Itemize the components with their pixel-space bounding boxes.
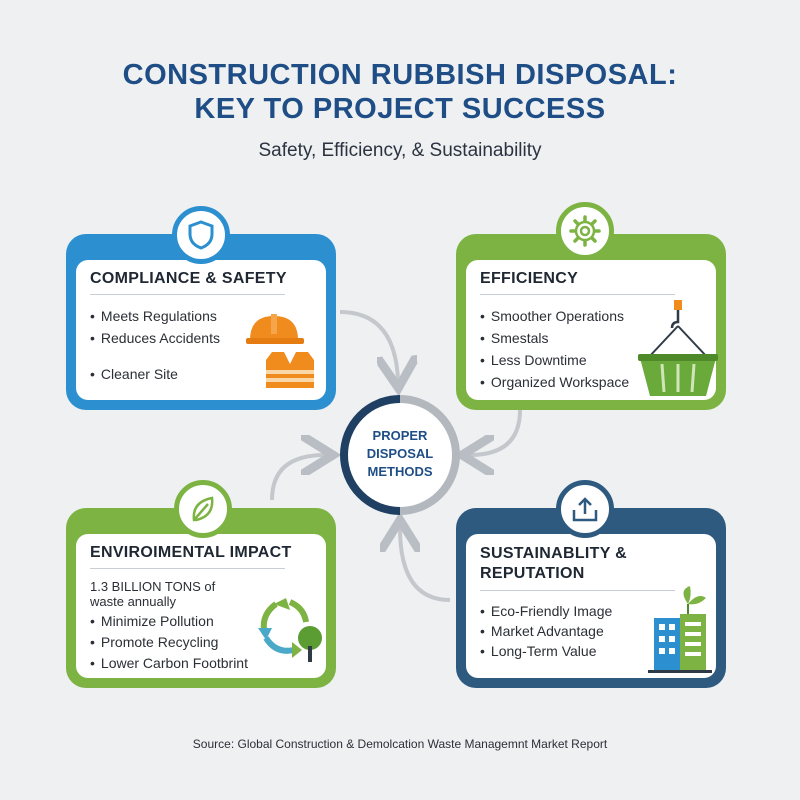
card-environmental-body — [76, 534, 326, 678]
leaf-icon — [188, 494, 218, 524]
list-item: • Smoother Operations — [480, 305, 702, 327]
sustainability-badge — [556, 480, 614, 538]
card-divider — [480, 590, 675, 591]
list-item: • Lower Carbon Footbrint — [90, 653, 312, 674]
list-item: • Market Advantage — [480, 621, 702, 641]
green-building-icon — [648, 584, 718, 676]
recycle-tree-icon — [254, 594, 326, 666]
list-item: • Reduces Accidents — [90, 327, 312, 349]
arrow-environmental-to-hub — [272, 455, 325, 500]
card-divider — [90, 294, 285, 295]
card-efficiency — [456, 234, 726, 410]
card-environmental-title: ENVIROIMENTAL IMPACT — [90, 544, 292, 561]
hub-label-line-3: METHODS — [367, 464, 433, 479]
upload-tray-icon — [570, 494, 600, 524]
card-compliance-body — [76, 260, 326, 400]
compliance-badge — [172, 206, 230, 264]
card-sustainability-title-line-2: REPUTATION — [480, 565, 585, 582]
waste-stat: 1.3 BILLION TONS of waste annually — [90, 579, 216, 609]
hardhat-vest-icon — [244, 308, 324, 390]
list-item: • Smestals — [480, 327, 702, 349]
shield-icon — [188, 220, 214, 250]
efficiency-badge — [556, 202, 614, 260]
card-divider — [480, 294, 675, 295]
arrow-compliance-to-hub — [340, 312, 398, 380]
list-item: • Cleaner Site — [90, 363, 312, 385]
list-item: • Eco-Friendly Image — [480, 601, 702, 621]
gear-icon — [569, 215, 601, 247]
crane-bin-icon — [634, 300, 720, 404]
arrow-sustainability-to-hub — [400, 528, 450, 600]
list-item: • Long-Term Value — [480, 641, 702, 661]
list-item: • Minimize Pollution — [90, 611, 312, 632]
card-compliance-title: COMPLIANCE & SAFETY — [90, 270, 287, 287]
hub-label — [348, 427, 452, 481]
environmental-badge — [174, 480, 232, 538]
hub-label-line-2: DISPOSAL — [366, 446, 434, 461]
list-item: • Promote Recycling — [90, 632, 312, 653]
title-line-2: KEY TO PROJECT SUCCESS — [194, 93, 606, 125]
card-sustainability-title — [480, 544, 702, 584]
list-item: • Organized Workspace — [480, 371, 702, 393]
card-efficiency-title: EFFICIENCY — [480, 270, 579, 287]
list-item: • Less Downtime — [480, 349, 702, 371]
card-efficiency-body — [466, 260, 716, 400]
page-subtitle: Safety, Efficiency, & Sustainability — [258, 140, 542, 161]
arrow-efficiency-to-hub — [470, 410, 520, 455]
list-item: • Meets Regulations — [90, 305, 312, 327]
title-line-1: CONSTRUCTION RUBBISH DISPOSAL: — [122, 59, 678, 91]
source-citation: Source: Global Construction & Demolcation Waste Managemnt Market Report — [192, 737, 608, 751]
hub-label-line-1: PROPER — [372, 428, 428, 443]
card-sustainability-body — [466, 534, 716, 678]
card-divider — [90, 568, 285, 569]
card-sustainability-title-line-1: SUSTAINABLITY & — [480, 545, 628, 562]
